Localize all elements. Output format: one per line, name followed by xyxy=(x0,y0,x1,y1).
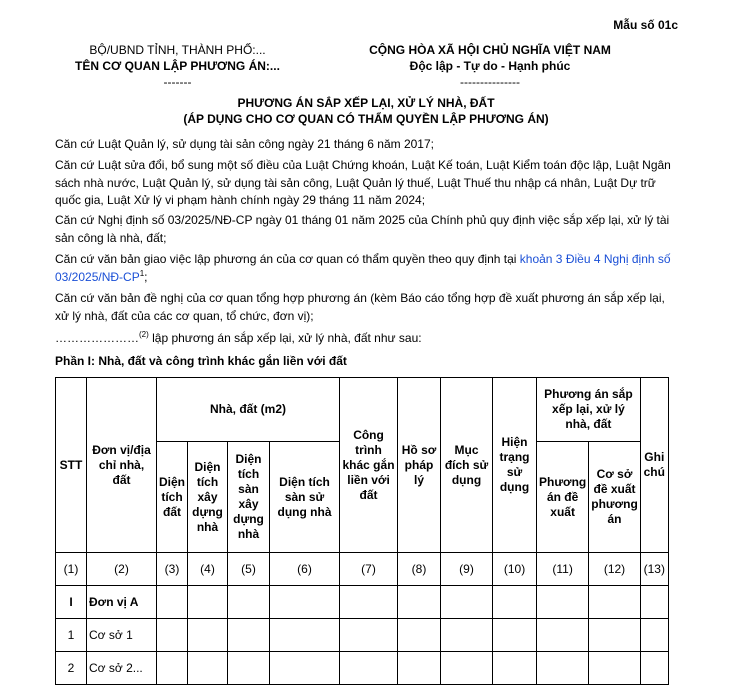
header-proposal: Phương án đề xuất xyxy=(537,442,589,553)
paragraph-4 xyxy=(55,251,677,286)
header-right xyxy=(340,42,640,90)
row-stt: 2 xyxy=(56,652,87,685)
header-group-plan: Phương án sắp xếp lại, xử lý nhà, đất xyxy=(537,378,641,442)
column-number: (13) xyxy=(640,553,668,586)
paragraph-1: Căn cứ Luật Quản lý, sử dụng tài sản công ngày 21 tháng 6 năm 2017; xyxy=(55,137,434,151)
paragraph-3: Căn cứ Nghị định số 03/2025/NĐ-CP ngày 01 tháng 01 năm 2025 của Chính phủ quy định việc sắp xếp lại, xử lý tài sản công là nhà, đất; xyxy=(55,213,670,245)
header-right-dashes: --------------- xyxy=(460,75,520,89)
decree-link[interactable]: khoản 3 Điều 4 Nghị định số 03/2025/NĐ-CP xyxy=(55,252,671,284)
column-number: (1) xyxy=(56,553,87,586)
header-note: Ghi chú xyxy=(640,378,668,553)
column-number: (9) xyxy=(441,553,493,586)
footnote-1-marker: 1 xyxy=(139,268,145,278)
column-number: (10) xyxy=(493,553,537,586)
header-group-land: Nhà, đất (m2) xyxy=(157,378,340,442)
title-line-1: PHƯƠNG ÁN SẮP XẾP LẠI, XỬ LÝ NHÀ, ĐẤT xyxy=(237,96,495,110)
agency-name: TÊN CƠ QUAN LẬP PHƯƠNG ÁN:... xyxy=(75,59,280,73)
national-motto: Độc lập - Tự do - Hạnh phúc xyxy=(409,59,571,73)
section-title: Phần I: Nhà, đất và công trình khác gắn liền với đất xyxy=(55,354,347,368)
column-number: (2) xyxy=(87,553,157,586)
paragraph-5: Căn cứ văn bản đề nghị của cơ quan tổng hợp phương án (kèm Báo cáo tổng hợp đề xuất phương án sắp xếp lại, xử lý nhà, đất của các cơ quan, tổ chức, đơn vị); xyxy=(55,291,665,323)
column-number: (8) xyxy=(398,553,441,586)
header-address: Đơn vị/địa chỉ nhà, đất xyxy=(87,378,157,553)
column-number: (3) xyxy=(157,553,188,586)
footnote-2-marker: (2) xyxy=(139,330,149,339)
table-row xyxy=(56,619,669,652)
column-number-row xyxy=(56,553,669,586)
header-basis: Cơ sở đề xuất phương án xyxy=(589,442,641,553)
row-name: Cơ sở 2... xyxy=(87,652,157,685)
document-title xyxy=(55,95,677,127)
form-number: Mẫu số 01c xyxy=(613,18,678,32)
row-name: Cơ sở 1 xyxy=(87,619,157,652)
header-other-works: Công trình khác gắn liền với đất xyxy=(340,378,398,553)
title-line-2: (ÁP DỤNG CHO CƠ QUAN CÓ THẨM QUYỀN LẬP PHƯƠNG ÁN) xyxy=(183,112,549,126)
header-land-area: Diện tích đất xyxy=(157,442,188,553)
header-purpose: Mục đích sử dụng xyxy=(441,378,493,553)
column-number: (5) xyxy=(228,553,270,586)
paragraph-4-text: Căn cứ văn bản giao việc lập phương án của cơ quan có thẩm quyền theo quy định tại xyxy=(55,252,520,266)
column-number: (7) xyxy=(340,553,398,586)
paragraph-6 xyxy=(55,330,677,348)
column-number: (12) xyxy=(589,553,641,586)
row-stt: 1 xyxy=(56,619,87,652)
paragraph-6-dots: ………………… xyxy=(55,331,139,345)
ministry-line: BỘ/UBND TỈNH, THÀNH PHỐ:... xyxy=(89,43,266,57)
header-build-area: Diện tích xây dựng nhà xyxy=(188,442,228,553)
table-row xyxy=(56,652,669,685)
header-stt: STT xyxy=(56,378,87,553)
paragraph-2: Căn cứ Luật sửa đổi, bổ sung một số điều của Luật Chứng khoán, Luật Kế toán, Luật Kiểm toán độc lập, Luật Ngân sách nhà nước, Luật Quản lý, sử dụng tài sản công, Luật Quản lý thuế, Luật Thuế thu nhập cá nhân, Luật Dự trữ quốc gia, Luật Xử lý vi phạm hành chính ngày 29 tháng 11 năm 2024; xyxy=(55,158,671,207)
national-title: CỘNG HÒA XÃ HỘI CHỦ NGHĨA VIỆT NAM xyxy=(369,43,611,57)
header-left xyxy=(55,42,300,90)
column-number: (6) xyxy=(270,553,340,586)
header-legal: Hồ sơ pháp lý xyxy=(398,378,441,553)
column-number: (11) xyxy=(537,553,589,586)
row-stt: I xyxy=(56,586,87,619)
header-left-dashes: ------- xyxy=(163,75,192,89)
header-floor-area: Diện tích sàn xây dựng nhà xyxy=(228,442,270,553)
property-table xyxy=(55,377,669,685)
header-use-area: Diện tích sàn sử dụng nhà xyxy=(270,442,340,553)
header-status: Hiện trạng sử dụng xyxy=(493,378,537,553)
table-row xyxy=(56,586,669,619)
paragraph-6-text: lập phương án sắp xếp lại, xử lý nhà, đất như sau: xyxy=(148,331,422,345)
row-name: Đơn vị A xyxy=(87,586,157,619)
column-number: (4) xyxy=(188,553,228,586)
paragraph-4-end: ; xyxy=(144,269,148,284)
